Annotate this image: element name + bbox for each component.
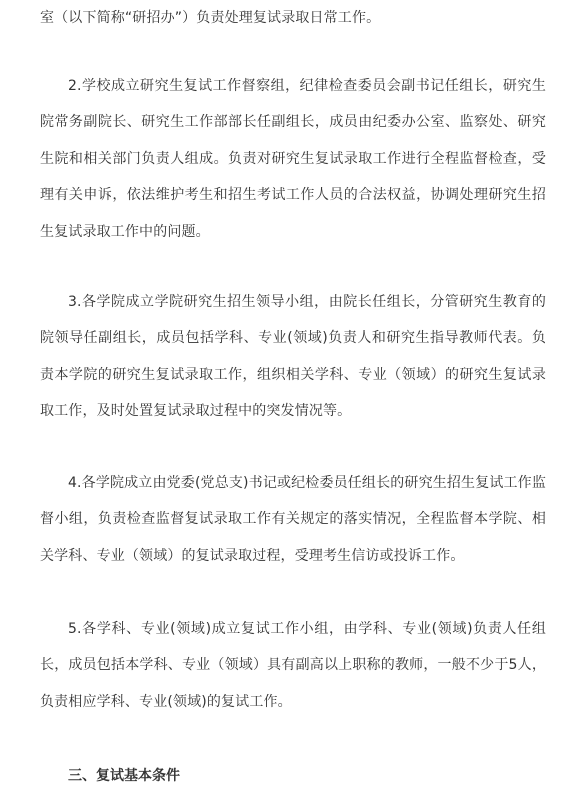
- paragraph-item-3: [40, 284, 546, 430]
- paragraph-text: 2.学校成立研究生复试工作督察组，纪律检查委员会副书记任组长，研究生院常务副院长、研究生工作部部长任副组长，成员由纪委办公室、监察处、研究生院和相关部门负责人组成。负责对研究生复试录取工作进行全程监督检查，受理有关申诉，依法维护考生和招生考试工作人员的合法权益，协调处理研究生招生复试录取工作中的问题。: [40, 78, 546, 240]
- paragraph-item-5: [40, 611, 546, 720]
- paragraph-text: 3.各学院成立学院研究生招生领导小组，由院长任组长，分管研究生教育的院领导任副组长，成员包括学科、专业(领域)负责人和研究生指导教师代表。负责本学院的研究生复试录取工作，组织相关学科、专业（领域）的研究生复试录取工作，及时处置复试录取过程中的突发情况等。: [40, 294, 546, 420]
- paragraph-text: 室（以下简称“研招办”）负责处理复试录取日常工作。: [40, 10, 381, 26]
- section-heading: 三、复试基本条件: [68, 768, 180, 784]
- paragraph-text: 5.各学科、专业(领域)成立复试工作小组，由学科、专业(领域)负责人任组长，成员包括本学科、专业（领域）具有副高以上职称的教师，一般不少于5人，负责相应学科、专业(领域)的复试工作。: [40, 621, 546, 710]
- paragraph-text: 4.各学院成立由党委(党总支)书记或纪检委员任组长的研究生招生复试工作监督小组，负责检查监督复试录取工作有关规定的落实情况，全程监督本学院、相关学科、专业（领域）的复试录取过程，受理考生信访或投诉工作。: [40, 475, 546, 564]
- paragraph-item-2: [40, 68, 546, 250]
- paragraph-continued: [40, 0, 546, 36]
- paragraph-item-4: [40, 465, 546, 574]
